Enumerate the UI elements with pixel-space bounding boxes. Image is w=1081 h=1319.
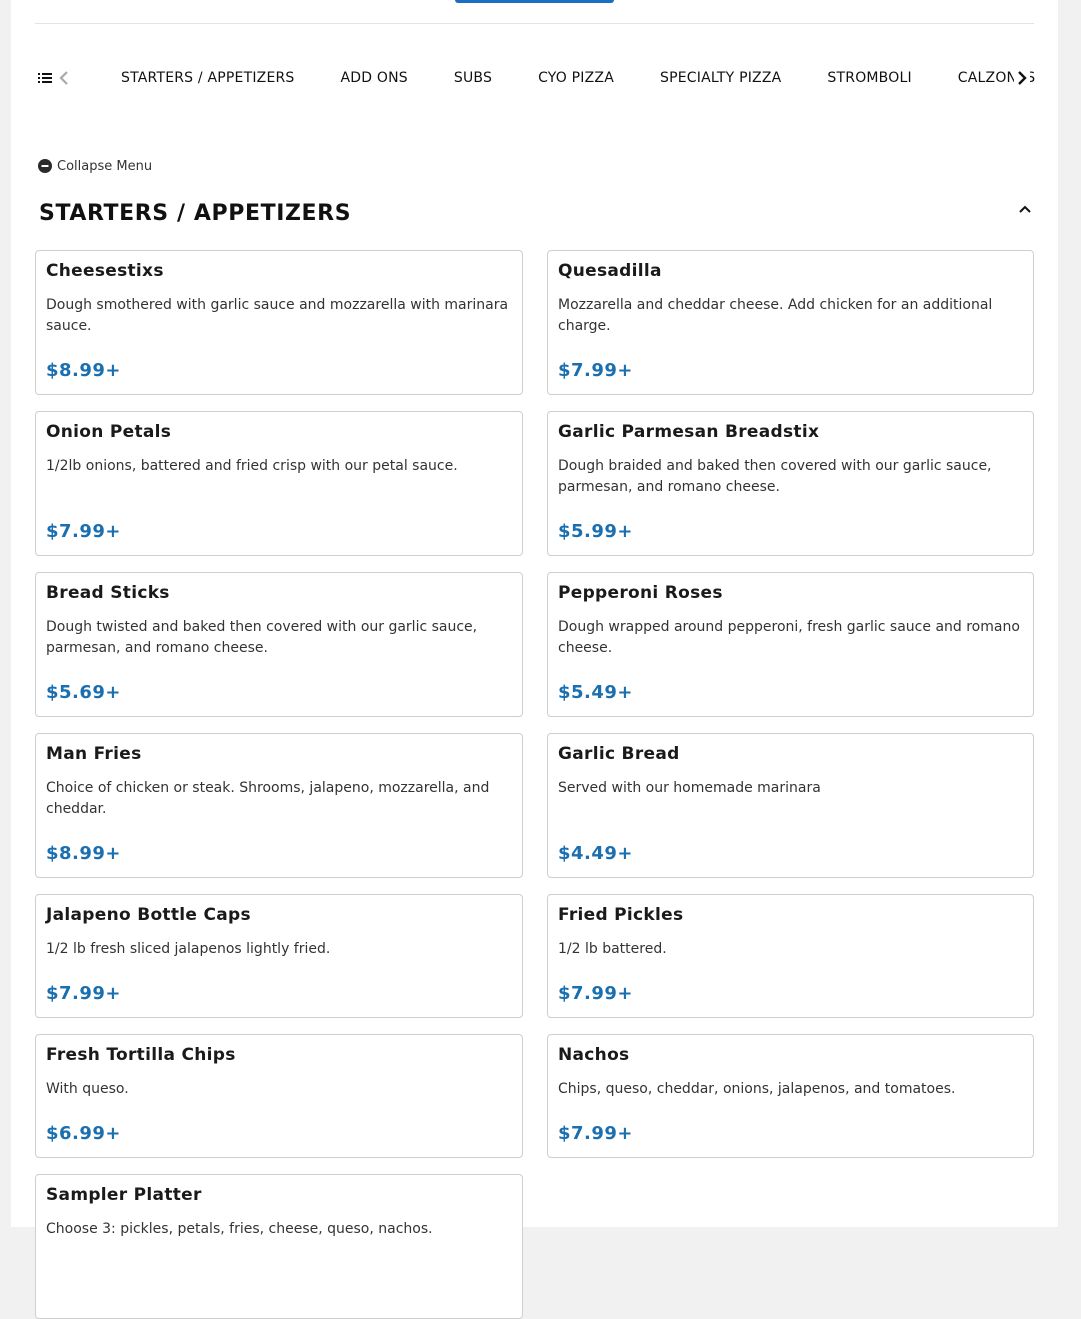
item-description: Served with our homemade marinara bbox=[558, 780, 821, 796]
menu-item-card[interactable] bbox=[547, 572, 1034, 717]
category-tabs bbox=[121, 60, 1036, 96]
item-name: Sampler Platter bbox=[46, 1185, 202, 1205]
item-price: $6.99+ bbox=[46, 1123, 122, 1144]
menu-item-card[interactable] bbox=[35, 411, 523, 556]
item-price: $5.69+ bbox=[46, 682, 122, 703]
item-price: $5.99+ bbox=[558, 521, 634, 542]
menu-item-card[interactable] bbox=[35, 1034, 523, 1158]
menu-item-card[interactable] bbox=[35, 250, 523, 395]
tab-add-ons[interactable]: ADD ONS bbox=[340, 70, 408, 86]
item-name: Fresh Tortilla Chips bbox=[46, 1045, 236, 1065]
menu-item-card[interactable] bbox=[547, 411, 1034, 556]
item-description: Dough wrapped around pepperoni, fresh garlic sauce and romano cheese. bbox=[558, 619, 1020, 656]
tab-subs[interactable]: SUBS bbox=[453, 70, 493, 86]
item-name: Quesadilla bbox=[558, 261, 662, 281]
tab-calzones[interactable]: CALZONES bbox=[957, 70, 1036, 86]
menu-items-grid bbox=[35, 250, 1034, 1319]
tab-stromboli[interactable]: STROMBOLI bbox=[827, 70, 912, 86]
item-name: Jalapeno Bottle Caps bbox=[46, 905, 251, 925]
divider bbox=[35, 23, 1034, 24]
item-price: $7.99+ bbox=[46, 983, 122, 1004]
menu-item-card[interactable] bbox=[35, 1174, 523, 1319]
item-description: 1/2lb onions, battered and fried crisp with our petal sauce. bbox=[46, 458, 458, 474]
menu-item-card[interactable] bbox=[35, 894, 523, 1018]
tab-starters-appetizers[interactable]: STARTERS / APPETIZERS bbox=[121, 70, 295, 86]
tab-specialty-pizza[interactable]: SPECIALTY PIZZA bbox=[660, 70, 782, 86]
section-title: STARTERS / APPETIZERS bbox=[39, 201, 352, 226]
menu-item-card[interactable] bbox=[547, 894, 1034, 1018]
item-price: $7.99+ bbox=[558, 1123, 634, 1144]
menu-item-card[interactable] bbox=[547, 1034, 1034, 1158]
menu-item-card[interactable] bbox=[547, 733, 1034, 878]
item-description: Mozzarella and cheddar cheese. Add chicken for an additional charge. bbox=[558, 297, 993, 334]
item-price: $7.99+ bbox=[558, 360, 634, 381]
category-nav bbox=[35, 60, 1034, 96]
item-price: $8.99+ bbox=[46, 360, 122, 381]
item-name: Fried Pickles bbox=[558, 905, 684, 925]
item-description: 1/2 lb fresh sliced jalapenos lightly fried. bbox=[46, 941, 331, 957]
item-price: $5.49+ bbox=[558, 682, 634, 703]
page bbox=[11, 0, 1058, 1237]
item-name: Garlic Bread bbox=[558, 744, 680, 764]
item-name: Nachos bbox=[558, 1045, 630, 1065]
tab-cyo-pizza[interactable]: CYO PIZZA bbox=[538, 70, 614, 86]
item-description: Choice of chicken or steak. Shrooms, jalapeno, mozzarella, and cheddar. bbox=[46, 780, 490, 817]
list-icon[interactable] bbox=[37, 70, 53, 86]
item-price: $7.99+ bbox=[558, 983, 634, 1004]
chevron-up-icon[interactable] bbox=[1017, 201, 1033, 217]
item-name: Man Fries bbox=[46, 744, 142, 764]
item-description: 1/2 lb battered. bbox=[558, 941, 667, 957]
item-price: $4.49+ bbox=[558, 843, 634, 864]
menu-item-card[interactable] bbox=[547, 250, 1034, 395]
item-name: Bread Sticks bbox=[46, 583, 170, 603]
item-price: $8.99+ bbox=[46, 843, 122, 864]
minus-circle-icon bbox=[38, 159, 52, 173]
item-price: $7.99+ bbox=[46, 521, 122, 542]
item-description: Chips, queso, cheddar, onions, jalapenos, and tomatoes. bbox=[558, 1081, 956, 1097]
chevron-right-icon[interactable] bbox=[1014, 69, 1030, 87]
menu-item-card[interactable] bbox=[35, 572, 523, 717]
chevron-left-icon[interactable] bbox=[57, 69, 71, 87]
collapse-menu-label: Collapse Menu bbox=[57, 158, 153, 174]
item-description: Dough twisted and baked then covered with our garlic sauce, parmesan, and romano cheese. bbox=[46, 619, 478, 656]
item-description: With queso. bbox=[46, 1081, 129, 1097]
item-description: Dough braided and baked then covered with our garlic sauce, parmesan, and romano cheese. bbox=[558, 458, 992, 495]
item-description: Dough smothered with garlic sauce and mozzarella with marinara sauce. bbox=[46, 297, 509, 334]
item-description: Choose 3: pickles, petals, fries, cheese, queso, nachos. bbox=[46, 1221, 433, 1237]
item-name: Cheesestixs bbox=[46, 261, 164, 281]
item-name: Onion Petals bbox=[46, 422, 172, 442]
collapse-menu-button[interactable] bbox=[38, 157, 152, 175]
menu-item-card[interactable] bbox=[35, 733, 523, 878]
item-name: Pepperoni Roses bbox=[558, 583, 723, 603]
top-action-button[interactable] bbox=[455, 0, 614, 3]
item-name: Garlic Parmesan Breadstix bbox=[558, 422, 820, 442]
